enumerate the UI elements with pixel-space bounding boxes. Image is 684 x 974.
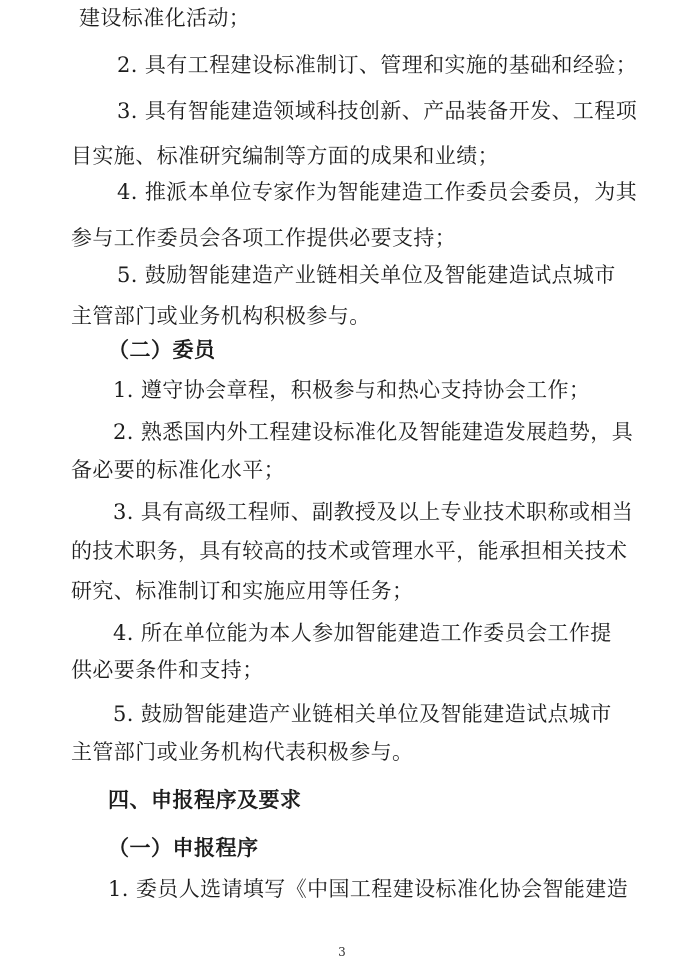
subsection-heading: （一）申报程序 (108, 836, 259, 860)
body-text-line: 2. 熟悉国内外工程建设标准化及智能建造发展趋势，具 (113, 420, 634, 444)
body-text-line: 5. 鼓励智能建造产业链相关单位及智能建造试点城市 (113, 702, 612, 726)
page-number: 3 (338, 945, 346, 959)
body-text-line: 3. 具有智能建造领域科技创新、产品装备开发、工程项 (117, 99, 638, 123)
body-text-line: 4. 推派本单位专家作为智能建造工作委员会委员，为其 (117, 180, 638, 204)
body-text-line: 主管部门或业务机构积极参与。 (71, 304, 371, 328)
subsection-heading: （二）委员 (108, 338, 216, 362)
section-heading: 四、申报程序及要求 (108, 788, 302, 812)
body-text-line: 3. 具有高级工程师、副教授及以上专业技术职称或相当 (113, 500, 634, 524)
body-text-line: 建设标准化活动； (79, 6, 251, 30)
body-text-line: 5. 鼓励智能建造产业链相关单位及智能建造试点城市 (117, 263, 616, 287)
body-text-line: 2. 具有工程建设标准制订、管理和实施的基础和经验； (117, 53, 638, 77)
body-text-line: 供必要条件和支持； (71, 658, 264, 682)
body-text-line: 的技术职务，具有较高的技术或管理水平，能承担相关技术 (71, 539, 628, 563)
body-text-line: 主管部门或业务机构代表积极参与。 (71, 740, 414, 764)
body-text-line: 4. 所在单位能为本人参加智能建造工作委员会工作提 (113, 621, 612, 645)
body-text-line: 目实施、标准研究编制等方面的成果和业绩； (71, 144, 499, 168)
body-text-line: 1. 遵守协会章程，积极参与和热心支持协会工作； (113, 378, 591, 402)
body-text-line: 1. 委员人选请填写《中国工程建设标准化协会智能建造 (108, 877, 629, 901)
body-text-line: 备必要的标准化水平； (71, 458, 285, 482)
body-text-line: 参与工作委员会各项工作提供必要支持； (71, 226, 457, 250)
body-text-line: 研究、标准制订和实施应用等任务； (71, 579, 414, 603)
